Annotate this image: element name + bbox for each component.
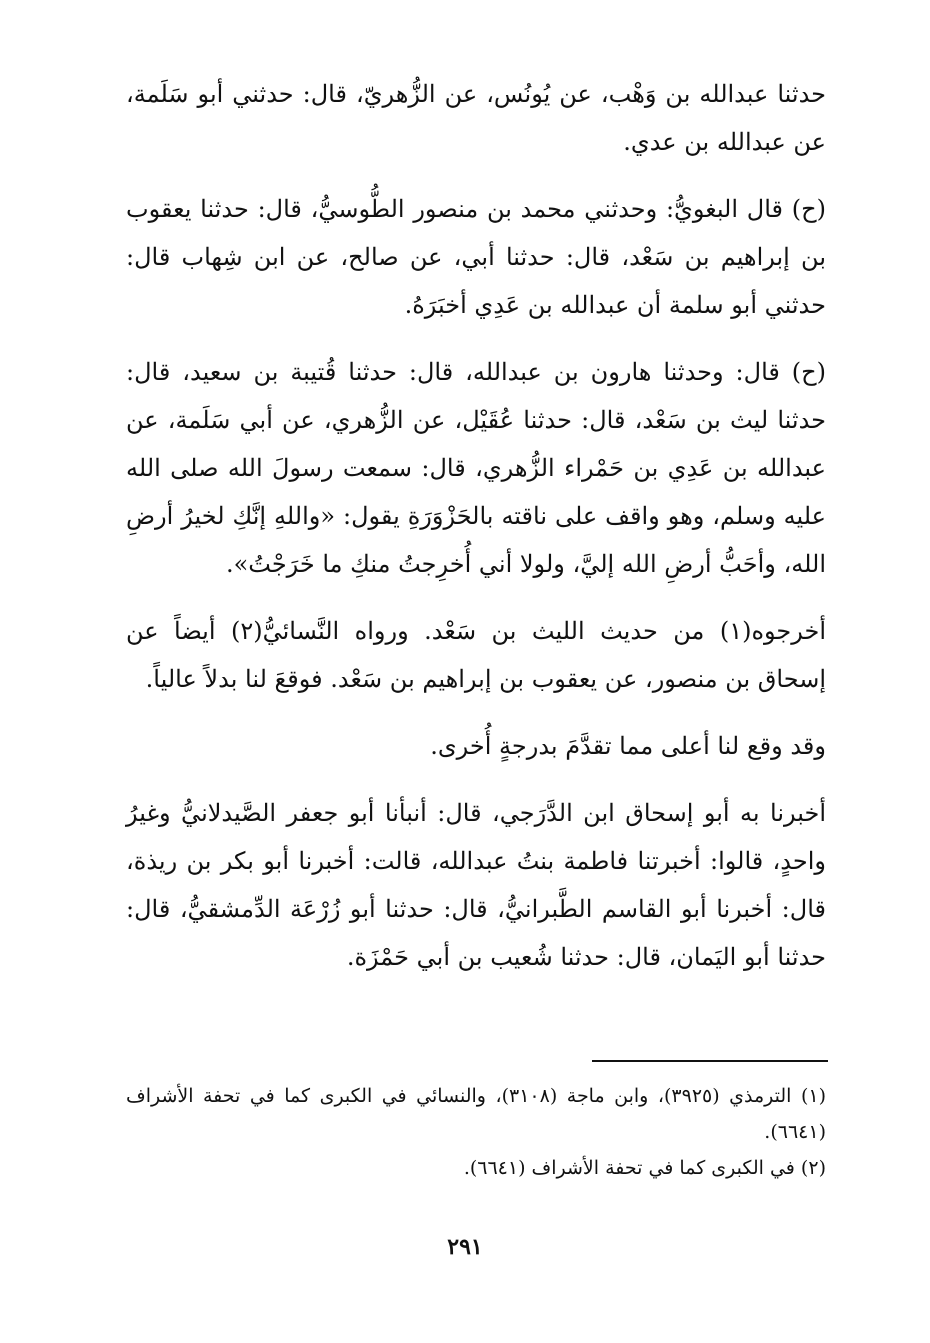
page-number: ٢٩١ bbox=[447, 1234, 483, 1260]
footnote-1: (١) الترمذي (٣٩٢٥)، وابن ماجة (٣١٠٨)، والنسائي في الكبرى كما في تحفة الأشراف (٦٦٤١). bbox=[126, 1085, 826, 1143]
main-text bbox=[126, 70, 826, 1000]
paragraph-2: (ح) قال البغويُّ: وحدثني محمد بن منصور الطُّوسيُّ، قال: حدثنا يعقوب بن إبراهيم بن سَعْد، قال: حدثنا أبي، عن صالح، عن ابن شِهاب قال: حدثني أبو سلمة أن عبدالله بن عَدِي أخبَرَهُ. bbox=[126, 195, 826, 319]
paragraph-4: أخرجوه(١) من حديث الليث بن سَعْد. ورواه النَّسائيُّ(٢) أيضاً عن إسحاق بن منصور، عن يعقوب بن إبراهيم بن سَعْد. فوقعَ لنا بدلاً عالياً. bbox=[126, 617, 827, 693]
paragraph-5: وقد وقع لنا أعلى مما تقدَّمَ بدرجةٍ أُخرى. bbox=[430, 732, 826, 760]
footnote-2: (٢) في الكبرى كما في تحفة الأشراف (٦٦٤١). bbox=[463, 1157, 826, 1179]
paragraph-3: (ح) قال: وحدثنا هارون بن عبدالله، قال: حدثنا قُتيبة بن سعيد، قال: حدثنا ليث بن سَعْد، قال: حدثنا عُقَيْل، عن الزُّهري، عن أبي سَلَمة، عن عبدالله بن عَدِي بن حَمْراء الزُّهري، قال: سمعت رسولَ الله صلى الله عليه وسلم، وهو واقف على ناقته بالحَزْوَرَةِ يقول: «واللهِ إنَّكِ لخيرُ أرضِ الله، وأحَبُّ أرضِ الله إليَّ، ولولا أني أُخرِجتُ منكِ ما خَرَجْتُ». bbox=[126, 358, 826, 578]
paragraph-1: حدثنا عبدالله بن وَهْب، عن يُونُس، عن الزُّهريّ، قال: حدثني أبو سَلَمة، عن عبدالله بن عدي. bbox=[126, 80, 827, 156]
footnotes bbox=[126, 1078, 826, 1186]
paragraph-6: أخبرنا به أبو إسحاق ابن الدَّرَجي، قال: أنبأنا أبو جعفر الصَّيدلانيُّ وغيرُ واحدٍ، قالوا: أخبرتنا فاطمة بنتُ عبدالله، قالت: أخبرنا أبو بكر بن ريذة، قال: أخبرنا أبو القاسم الطَّبرانيُّ، قال: حدثنا أبو زُرْعَة الدِّمشقيُّ، قال: حدثنا أبو اليَمان، قال: حدثنا شُعيب بن أبي حَمْزَة. bbox=[126, 799, 827, 971]
footnote-separator bbox=[592, 1060, 828, 1062]
